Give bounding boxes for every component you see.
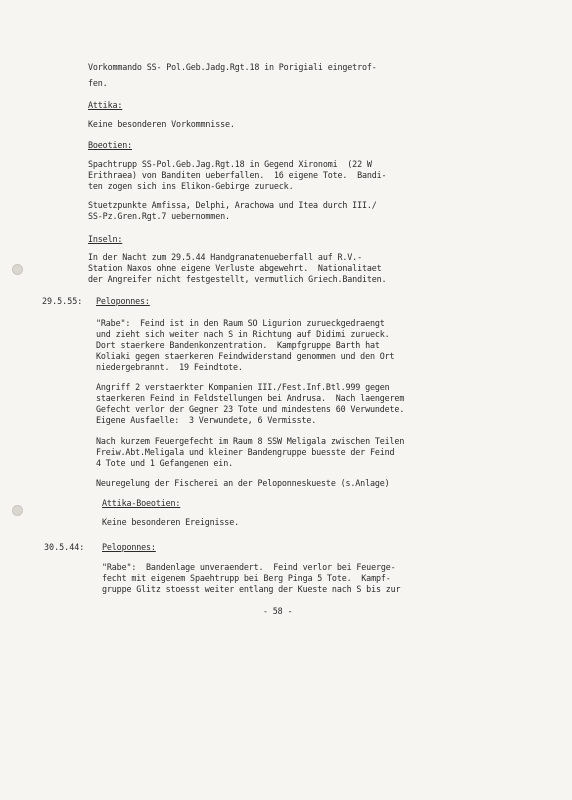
body-line: Station Naxos ohne eigene Verluste abgewehrt. Nationalitaet: [88, 263, 382, 273]
body-line: "Rabe": Bandenlage unveraendert. Feind verlor bei Feuerge-: [102, 562, 396, 572]
body-line: Koliaki gegen staerkeren Feindwiderstand genommen und den Ort: [96, 351, 395, 361]
body-line: Spachtrupp SS-Pol.Geb.Jag.Rgt.18 in Gegend Xironomi (22 W: [88, 159, 372, 169]
body-line: Keine besonderen Vorkommnisse.: [88, 119, 235, 129]
body-line: Nach kurzem Feuergefecht im Raum 8 SSW Meligala zwischen Teilen: [96, 436, 405, 446]
body-line: staerkeren Feind in Feldstellungen bei Andrusa. Nach laengerem: [96, 393, 405, 403]
body-line: Gefecht verlor der Gegner 23 Tote und mindestens 60 Verwundete.: [96, 404, 405, 414]
punch-hole: [12, 264, 23, 275]
body-line: gruppe Glitz stoesst weiter entlang der Kueste nach S bis zur: [102, 584, 401, 594]
entry-date: 29.5.55:: [42, 296, 83, 306]
body-line: SS-Pz.Gren.Rgt.7 uebernommen.: [88, 211, 230, 221]
body-line: fecht mit eigenem Spaehtrupp bei Berg Pinga 5 Tote. Kampf-: [102, 573, 391, 583]
body-line: Freiw.Abt.Meligala und kleiner Bandengruppe buesste der Feind: [96, 447, 395, 457]
section-heading: Peloponnes:: [96, 296, 150, 306]
entry-date: 30.5.44:: [44, 542, 85, 552]
body-line: niedergebrannt. 19 Feindtote.: [96, 362, 243, 372]
body-line: In der Nacht zum 29.5.44 Handgranatenueberfall auf R.V.-: [88, 252, 362, 262]
body-line: Neuregelung der Fischerei an der Peloponneskueste (s.Anlage): [96, 478, 390, 488]
body-line: "Rabe": Feind ist in den Raum SO Ligurion zurueckgedraengt: [96, 318, 385, 328]
body-line: fen.: [88, 78, 108, 88]
body-line: 4 Tote und 1 Gefangenen ein.: [96, 458, 233, 468]
body-line: und zieht sich weiter nach S in Richtung auf Didimi zurueck.: [96, 329, 390, 339]
body-line: Stuetzpunkte Amfissa, Delphi, Arachowa und Itea durch III./: [88, 200, 377, 210]
section-heading: Attika:: [88, 100, 123, 110]
punch-hole: [12, 505, 23, 516]
body-line: Angriff 2 verstaerkter Kompanien III./Fest.Inf.Btl.999 gegen: [96, 382, 390, 392]
body-line: Keine besonderen Ereignisse.: [102, 517, 239, 527]
page-number: - 58 -: [263, 606, 293, 616]
section-heading: Peloponnes:: [102, 542, 156, 552]
body-line: Dort staerkere Bandenkonzentration. Kampfgruppe Barth hat: [96, 340, 380, 350]
body-line: der Angreifer nicht festgestellt, vermutlich Griech.Banditen.: [88, 274, 387, 284]
section-heading: Attika-Boeotien:: [102, 498, 181, 508]
body-line: Vorkommando SS- Pol.Geb.Jadg.Rgt.18 in Porigiali eingetrof-: [88, 62, 377, 72]
section-heading: Boeotien:: [88, 140, 133, 150]
body-line: Erithraea) von Banditen ueberfallen. 16 eigene Tote. Bandi-: [88, 170, 387, 180]
body-line: ten zogen sich ins Elikon-Gebirge zurueck.: [88, 181, 294, 191]
section-heading: Inseln:: [88, 234, 123, 244]
body-line: Eigene Ausfaelle: 3 Verwundete, 6 Vermisste.: [96, 415, 317, 425]
